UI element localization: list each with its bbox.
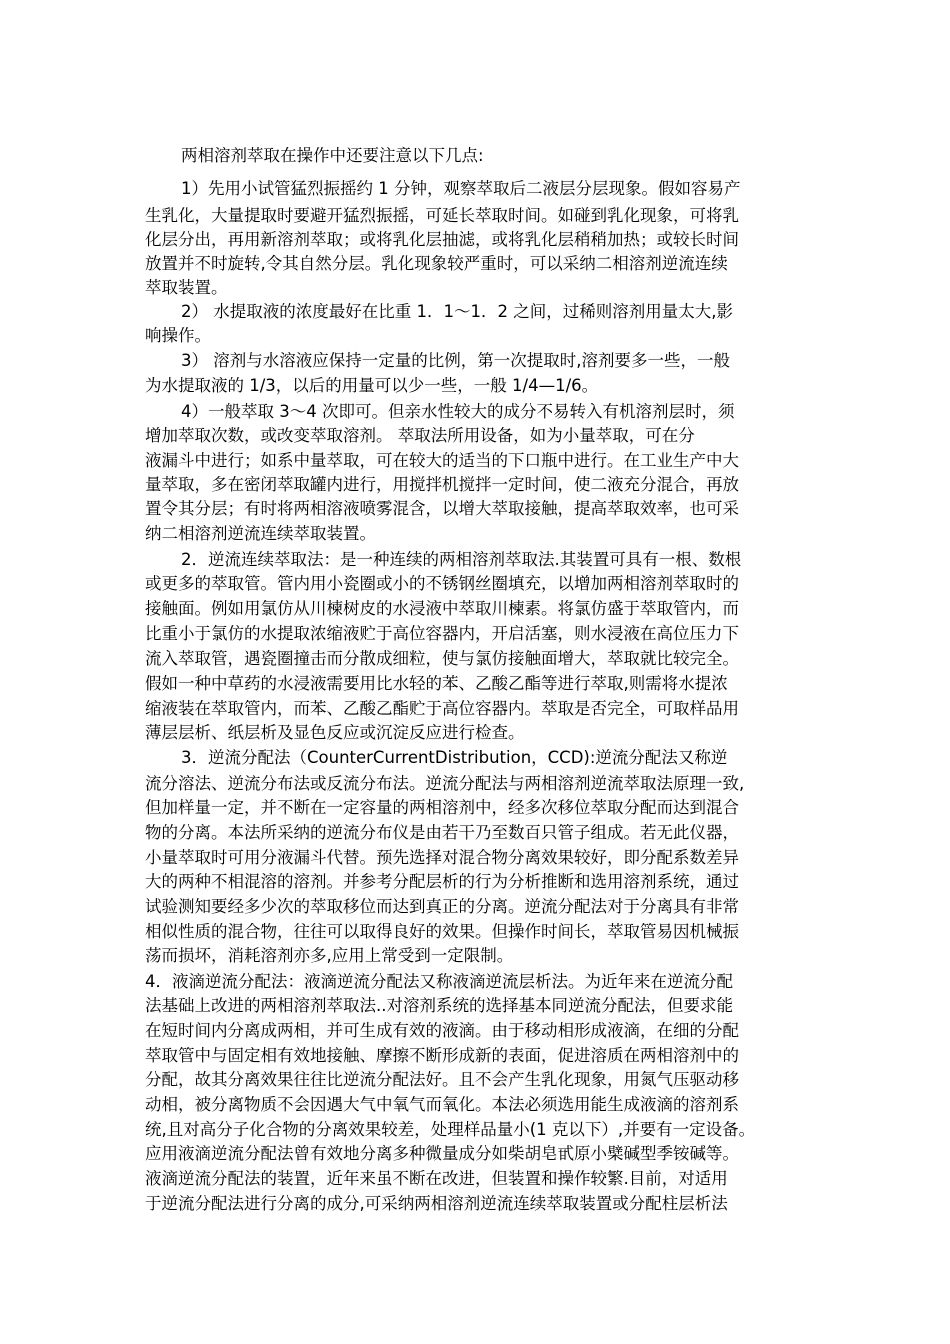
text-line: 薄层层析、纸层析及显色反应或沉淀反应进行检查。: [145, 723, 525, 742]
text-line: 分配，故其分离效果往往比逆流分配法好。且不会产生乳化现象，用氮气压驱动移: [145, 1070, 739, 1089]
text-line: 或更多的萃取管。管内用小瓷圈或小的不锈钢丝圈填充，以增加两相溶剂萃取时的: [145, 574, 739, 593]
text-line: 在短时间内分离成两相，并可生成有效的液滴。由于移动相形成液滴，在细的分配: [145, 1021, 739, 1040]
text-line: 化层分出，再用新溶剂萃取；或将乳化层抽滤，或将乳化层稍稍加热；或较长时间: [145, 230, 739, 249]
text-line: 假如一种中草药的水浸液需要用比水轻的苯、乙酸乙酯等进行萃取,则需将水提浓: [145, 674, 728, 693]
text-line: 应用液滴逆流分配法曾有效地分离多种微量成分如柴胡皂甙原小檗碱型季铵碱等。: [145, 1144, 739, 1163]
text-line: 试验测知要经多少次的萃取移位而达到真正的分离。逆流分配法对于分离具有非常: [145, 897, 739, 916]
text-line: 4．液滴逆流分配法：液滴逆流分配法又称液滴逆流层析法。为近年来在逆流分配: [145, 972, 733, 991]
text-line: 小量萃取时可用分液漏斗代替。预先选择对混合物分离效果较好，即分配系数差异: [145, 848, 739, 867]
text-line: 流入萃取管，遇瓷圈撞击而分散成细粒，使与氯仿接触面增大，萃取就比较完全。: [145, 649, 739, 668]
text-line: 萃取装置。: [145, 278, 228, 297]
text-line: 于逆流分配法进行分离的成分,可采纳两相溶剂逆流连续萃取装置或分配柱层析法: [145, 1194, 728, 1213]
text-line: 液滴逆流分配法的装置，近年来虽不断在改进，但装置和操作较繁.目前，对适用: [145, 1169, 728, 1188]
text-line: 萃取管中与固定相有效地接触、摩擦不断形成新的表面，促进溶质在两相溶剂中的: [145, 1046, 739, 1065]
text-line: 4）一般萃取 3～4 次即可。但亲水性较大的成分不易转入有机溶剂层时，须: [181, 402, 735, 421]
text-line: 动相，被分离物质不会因遇大气中氧气而氧化。本法必须选用能生成液滴的溶剂系: [145, 1095, 739, 1114]
text-line: 响操作。: [145, 326, 211, 345]
text-line: 2．逆流连续萃取法：是一种连续的两相溶剂萃取法.其装置可具有一根、数根: [181, 550, 742, 569]
text-line: 相似性质的混合物，往往可以取得良好的效果。但操作时间长，萃取管易因机械振: [145, 922, 739, 941]
text-line: 统,且对高分子化合物的分离效果较差，处理样品量小(1 克以下）,并要有一定设备。: [145, 1120, 756, 1139]
text-line: 3．逆流分配法（CounterCurrentDistribution，CCD):逆流分配法又称逆: [181, 748, 728, 767]
text-line: 纳二相溶剂逆流连续萃取装置。: [145, 524, 376, 543]
text-line: 1）先用小试管猛烈振摇约 1 分钟，观察萃取后二液层分层现象。假如容易产: [181, 179, 741, 198]
text-line: 量萃取，多在密闭萃取罐内进行，用搅拌机搅拌一定时间，使二液充分混合，再放: [145, 475, 739, 494]
text-line: 3） 溶剂与水溶液应保持一定量的比例，第一次提取时,溶剂要多一些，一般: [181, 351, 730, 370]
text-line: 法基础上改进的两相溶剂萃取法..对溶剂系统的选择基本同逆流分配法，但要求能: [145, 996, 733, 1015]
text-line: 生乳化，大量提取时要避开猛烈振摇，可延长萃取时间。如碰到乳化现象，可将乳: [145, 206, 739, 225]
text-line: 2） 水提取液的浓度最好在比重 1．1～1．2 之间，过稀则溶剂用量太大,影: [181, 302, 733, 321]
text-line: 增加萃取次数，或改变萃取溶剂。 萃取法所用设备，如为小量萃取，可在分: [145, 426, 695, 445]
text-line: 两相溶剂萃取在操作中还要注意以下几点:: [181, 146, 484, 165]
text-line: 置令其分层；有时将两相溶液喷雾混含，以增大萃取接触，提高萃取效率，也可采: [145, 499, 739, 518]
text-line: 大的两种不相混溶的溶剂。并参考分配层析的行为分析推断和选用溶剂系统，通过: [145, 872, 739, 891]
text-line: 比重小于氯仿的水提取浓缩液贮于高位容器内，开启活塞，则水浸液在高位压力下: [145, 624, 739, 643]
text-line: 流分溶法、逆流分布法或反流分布法。逆流分配法与两相溶剂逆流萃取法原理一致,: [145, 774, 745, 793]
text-line: 但加样量一定，并不断在一定容量的两相溶剂中，经多次移位萃取分配而达到混合: [145, 798, 739, 817]
text-line: 荡而损坏，消耗溶剂亦多,应用上常受到一定限制。: [145, 946, 514, 965]
text-line: 放置并不时旋转,令其自然分层。乳化现象较严重时，可以采纳二相溶剂逆流连续: [145, 254, 728, 273]
text-line: 为水提取液的 1/3，以后的用量可以少一些，一般 1/4—1/6。: [145, 376, 599, 395]
text-line: 缩液装在萃取管内，而苯、乙酸乙酯贮于高位容器内。萃取是否完全，可取样品用: [145, 699, 739, 718]
text-line: 物的分离。本法所采纳的逆流分布仪是由若干乃至数百只管子组成。若无此仪器，: [145, 823, 739, 842]
text-line: 液漏斗中进行；如系中量萃取，可在较大的适当的下口瓶中进行。在工业生产中大: [145, 451, 739, 470]
text-line: 接触面。例如用氯仿从川楝树皮的水浸液中萃取川楝素。将氯仿盛于萃取管内，而: [145, 599, 739, 618]
